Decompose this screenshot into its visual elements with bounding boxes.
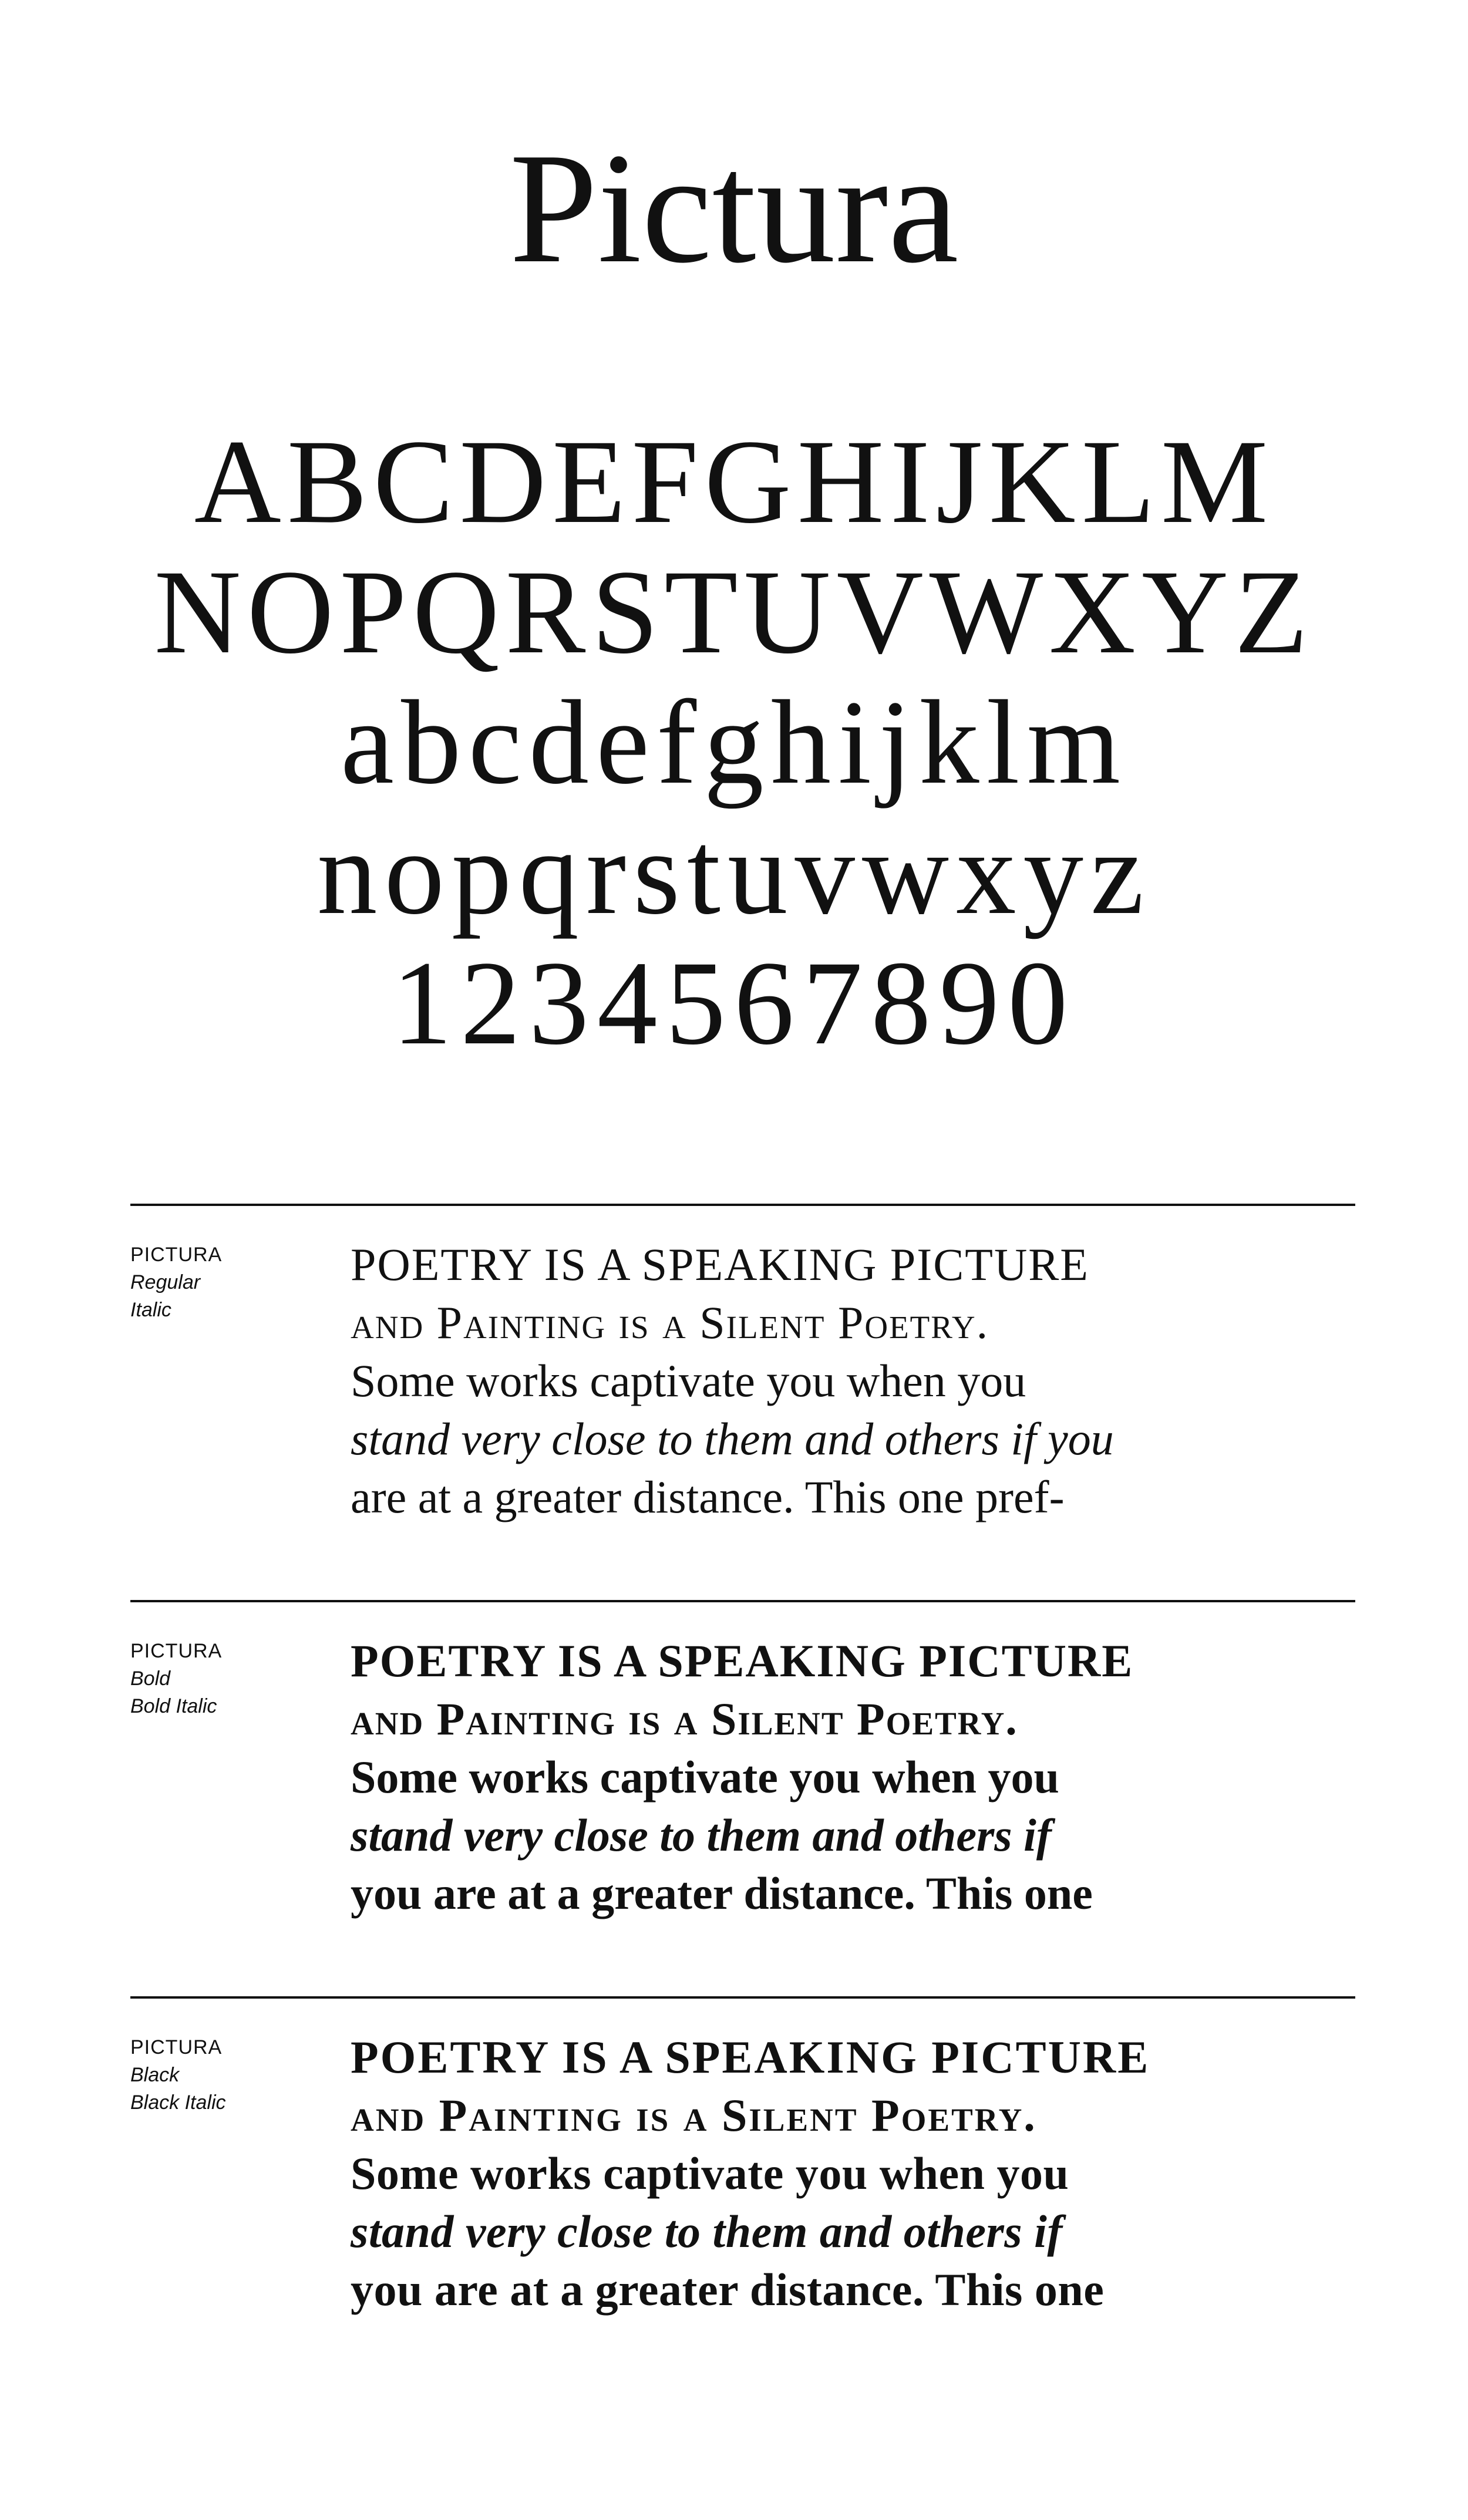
- glyph-set: [0, 417, 1468, 1069]
- digits-line: 1234567890: [392, 936, 1076, 1070]
- specimen-bold: [130, 1600, 1355, 1919]
- family-name: PICTURA: [130, 1244, 223, 1266]
- specimen-black: [130, 1996, 1355, 2315]
- lowercase-line-1: abcdefghijklm: [340, 676, 1128, 809]
- lowercase-line-2: nopqrstuvwxyz: [317, 806, 1151, 939]
- family-name: PICTURA: [130, 1640, 223, 1662]
- text-line-small-caps: and Painting is a Silent Poetry.: [351, 1297, 989, 1348]
- specimen-text: [351, 1235, 1231, 1526]
- text-line-roman-2: you are at a greater distance. This one: [351, 2264, 1105, 2315]
- text-line-italic: stand very close to them and others if you: [351, 1413, 1114, 1464]
- text-line-roman: Some works captivate you when you: [351, 2148, 1069, 2199]
- text-line-caps: POETRY IS A SPEAKING PICTURE: [351, 1635, 1134, 1686]
- specimen-label: [130, 2034, 330, 2117]
- specimen-label: [130, 1638, 330, 1720]
- text-line-roman: Some works captivate you when you: [351, 1355, 1026, 1406]
- specimen-label: [130, 1241, 330, 1324]
- text-line-italic: stand very close to them and others if: [351, 2206, 1063, 2257]
- text-line-caps: POETRY IS A SPEAKING PICTURE: [351, 1239, 1089, 1290]
- text-line-small-caps: and Painting is a Silent Poetry.: [351, 2090, 1037, 2141]
- uppercase-line-2: NOPQRSTUVWXYZ: [154, 545, 1314, 679]
- style-name-italic: Italic: [130, 1299, 171, 1321]
- style-name-roman: Bold: [130, 1667, 171, 1690]
- text-line-roman-2: are at a greater distance. This one pref-: [351, 1471, 1065, 1522]
- specimen-title: Pictura: [509, 120, 959, 296]
- text-line-roman: Some works captivate you when you: [351, 1751, 1059, 1803]
- style-name-italic: Black Italic: [130, 2091, 226, 2114]
- text-line-caps: POETRY IS A SPEAKING PICTURE: [351, 2032, 1150, 2083]
- text-line-italic: stand very close to them and others if: [351, 1810, 1052, 1861]
- uppercase-line-1: ABCDEFGHIJKLM: [194, 415, 1274, 548]
- style-name-roman: Black: [130, 2064, 180, 2086]
- family-name: PICTURA: [130, 2036, 223, 2059]
- specimen-text: [351, 2028, 1231, 2319]
- text-line-roman-2: you are at a greater distance. This one: [351, 1868, 1093, 1919]
- text-line-small-caps: and Painting is a Silent Poetry.: [351, 1693, 1018, 1744]
- style-name-italic: Bold Italic: [130, 1695, 217, 1717]
- specimen-regular: [130, 1204, 1355, 1522]
- style-name-roman: Regular: [130, 1271, 201, 1293]
- specimen-text: [351, 1632, 1231, 1922]
